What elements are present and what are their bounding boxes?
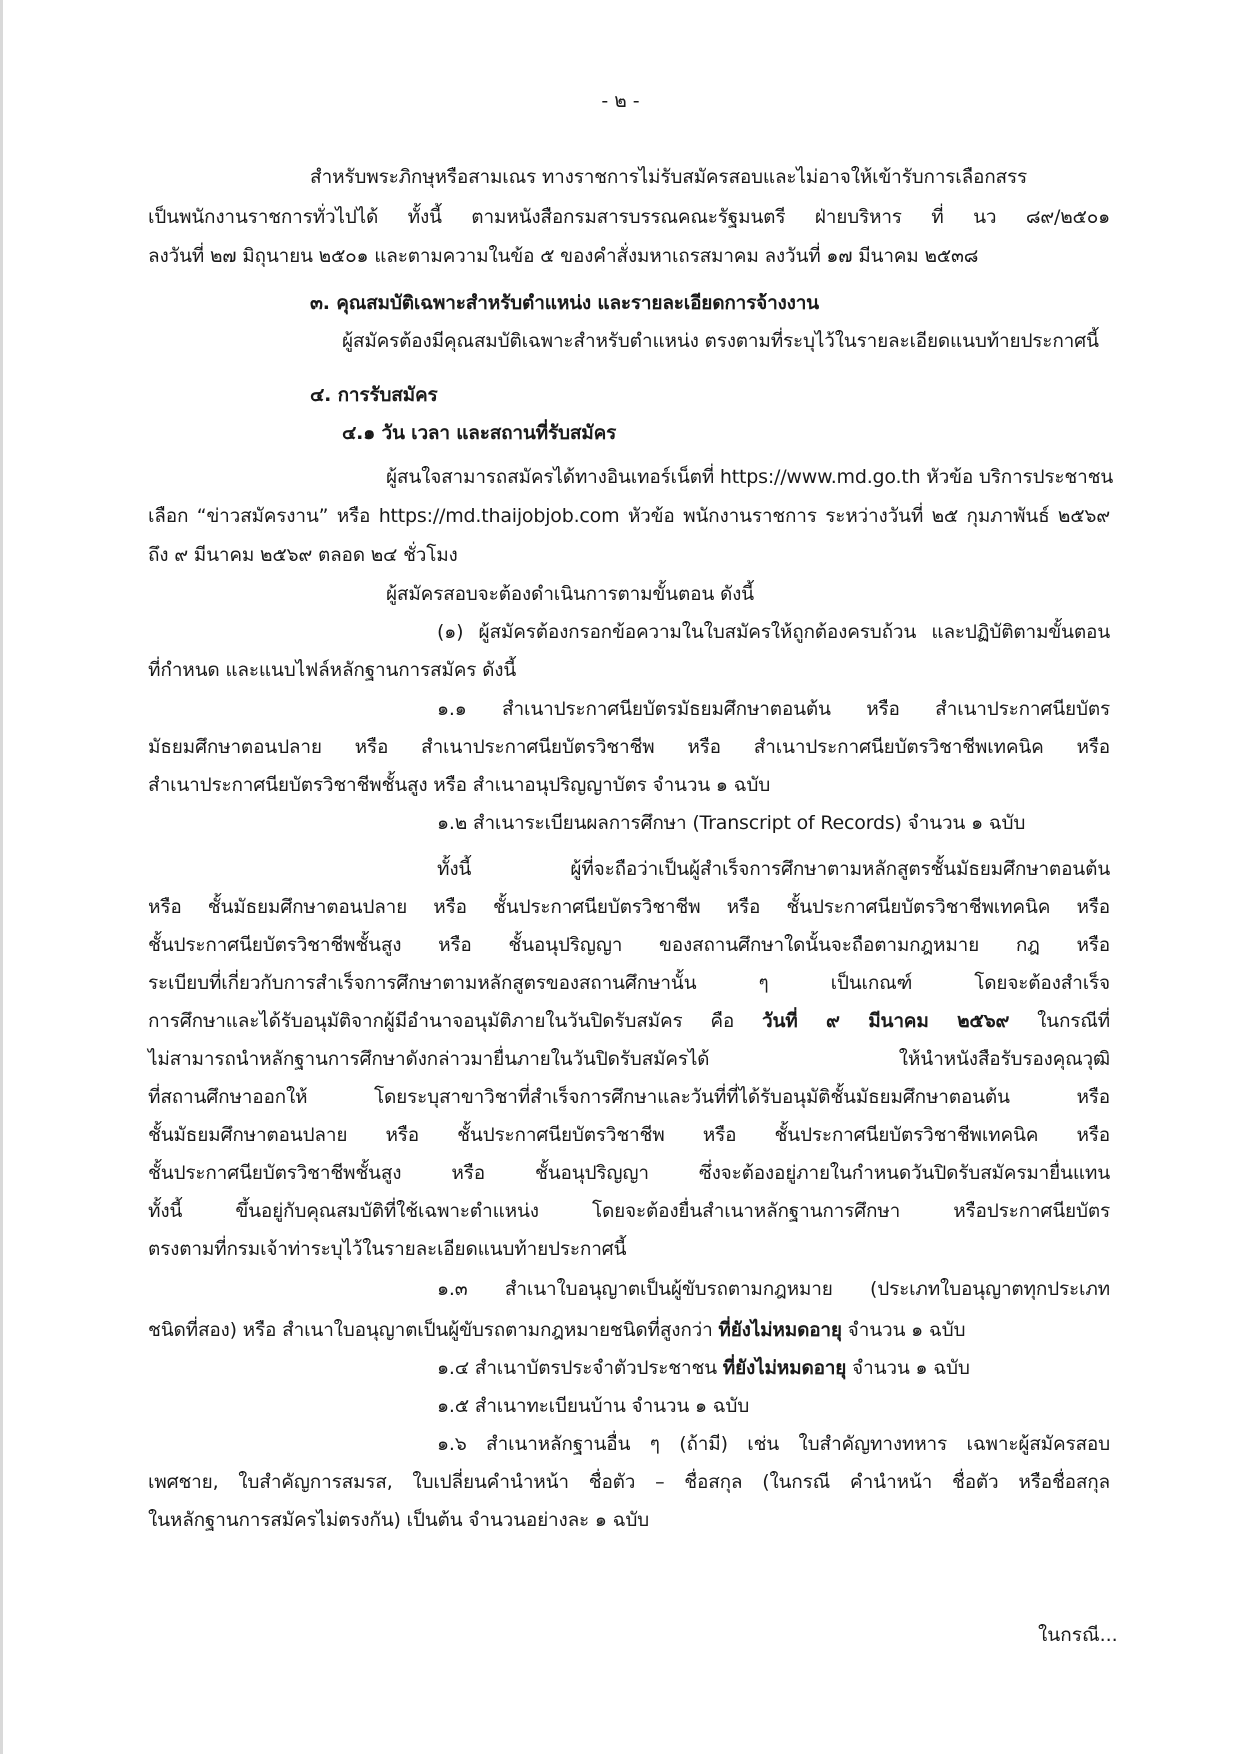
section-4-heading: ๔. การรับสมัคร (310, 384, 438, 406)
apply-line-2: เลือก “ข่าวสมัครงาน” หรือ https://md.thaijobjob.com หัวข้อ พนักงานราชการ ระหว่างวันที่ ๒๕ กุมภาพันธ์ ๒๕๖๙ (148, 505, 1110, 527)
note-line-10: ทั้งนี้ ขึ้นอยู่กับคุณสมบัติที่ใช้เฉพาะตำแหน่ง โดยจะต้องยื่นสำเนาหลักฐานการศึกษา หรือประกาศนียบัตร (148, 1200, 1110, 1222)
apply-line-3: ถึง ๙ มีนาคม ๒๕๖๙ ตลอด ๒๔ ชั่วโมง (148, 544, 458, 566)
step-1-line-1: (๑) ผู้สมัครต้องกรอกข้อความในใบสมัครให้ถูกต้องครบถ้วน และปฏิบัติตามขั้นตอน (437, 621, 1110, 643)
section-3-heading: ๓. คุณสมบัติเฉพาะสำหรับตำแหน่ง และรายละเอียดการจ้างงาน (310, 292, 819, 314)
item-1-4-text: ๑.๔ สำเนาบัตรประจำตัวประชาชน (437, 1357, 723, 1379)
item-1-1-line-1: ๑.๑ สำเนาประกาศนียบัตรมัธยมศึกษาตอนต้น หรือ สำเนาประกาศนียบัตร (437, 698, 1110, 720)
note-line-7: ที่สถานศึกษาออกให้ โดยระบุสาขาวิชาที่สำเร็จการศึกษาและวันที่ที่ได้รับอนุมัติชั้นมัธยมศึกษาตอนต้น หรือ (148, 1086, 1110, 1108)
item-1-1-line-2: มัธยมศึกษาตอนปลาย หรือ สำเนาประกาศนียบัตรวิชาชีพ หรือ สำเนาประกาศนียบัตรวิชาชีพเทคนิค หรือ (148, 736, 1110, 758)
item-1-3-line-1: ๑.๓ สำเนาใบอนุญาตเป็นผู้ขับรถตามกฎหมาย (ประเภทใบอนุญาตทุกประเภท (437, 1278, 1110, 1300)
item-1-4-tail: จำนวน ๑ ฉบับ (846, 1357, 970, 1379)
note-line-4: ระเบียบที่เกี่ยวกับการสำเร็จการศึกษาตามหลักสูตรของสถานศึกษานั้น ๆ เป็นเกณฑ์ โดยจะต้องสำเร็จ (148, 972, 1110, 994)
section-3-text: ผู้สมัครต้องมีคุณสมบัติเฉพาะสำหรับตำแหน่ง ตรงตามที่ระบุไว้ในรายละเอียดแนบท้ายประกาศนี้ (342, 330, 1099, 352)
item-1-5: ๑.๕ สำเนาทะเบียนบ้าน จำนวน ๑ ฉบับ (437, 1395, 750, 1417)
note-line-5-tail: ในกรณีที่ (1009, 1010, 1110, 1032)
intro-line-2: เป็นพนักงานราชการทั่วไปได้ ทั้งนี้ ตามหนังสือกรมสารบรรณคณะรัฐมนตรี ฝ่ายบริหาร ที่ นว ๘๙/๒๕๐๑ (148, 206, 1110, 228)
steps-intro: ผู้สมัครสอบจะต้องดำเนินการตามขั้นตอน ดังนี้ (386, 583, 754, 605)
note-line-6: ไม่สามารถนำหลักฐานการศึกษาดังกล่าวมายื่นภายในวันปิดรับสมัครได้ ให้นำหนังสือรับรองคุณวุฒิ (148, 1048, 1110, 1070)
note-line-11: ตรงตามที่กรมเจ้าท่าระบุไว้ในรายละเอียดแนบท้ายประกาศนี้ (148, 1238, 627, 1260)
intro-line-1: สำหรับพระภิกษุหรือสามเณร ทางราชการไม่รับสมัครสอบและไม่อาจให้เข้ารับการเลือกสรร (310, 166, 1027, 188)
item-1-4 (437, 1355, 970, 1381)
item-1-3-tail: จำนวน ๑ ฉบับ (841, 1319, 966, 1341)
continuation-note: ในกรณี... (1038, 1624, 1118, 1646)
step-1-line-2: ที่กำหนด และแนบไฟล์หลักฐานการสมัคร ดังนี้ (148, 659, 517, 681)
item-1-2: ๑.๒ สำเนาระเบียนผลการศึกษา (Transcript of Records) จำนวน ๑ ฉบับ (437, 812, 1026, 834)
apply-line-1: ผู้สนใจสามารถสมัครได้ทางอินเทอร์เน็ตที่ https://www.md.go.th หัวข้อ บริการประชาชน (386, 466, 1114, 488)
page-number: - ๒ - (601, 90, 640, 112)
item-1-4-emphasis: ที่ยังไม่หมดอายุ (722, 1357, 847, 1379)
item-1-6-line-1: ๑.๖ สำเนาหลักฐานอื่น ๆ (ถ้ามี) เช่น ใบสำคัญทางทหาร เฉพาะผู้สมัครสอบ (437, 1433, 1110, 1455)
note-line-5 (148, 1008, 1110, 1034)
item-1-6-line-2: เพศชาย, ใบสำคัญการสมรส, ใบเปลี่ยนคำนำหน้า ชื่อตัว – ชื่อสกุล (ในกรณี คำนำหน้า ชื่อตัว หรือชื่อสกุล (148, 1471, 1110, 1493)
note-line-5-text: การศึกษาและได้รับอนุมัติจากผู้มีอำนาจอนุมัติภายในวันปิดรับสมัคร คือ (148, 1010, 762, 1032)
note-line-3: ชั้นประกาศนียบัตรวิชาชีพชั้นสูง หรือ ชั้นอนุปริญญา ของสถานศึกษาใดนั้นจะถือตามกฎหมาย กฎ หรือ (148, 934, 1110, 956)
item-1-6-line-3: ในหลักฐานการสมัครไม่ตรงกัน) เป็นต้น จำนวนอย่างละ ๑ ฉบับ (148, 1509, 650, 1531)
note-line-9: ชั้นประกาศนียบัตรวิชาชีพชั้นสูง หรือ ชั้นอนุปริญญา ซึ่งจะต้องอยู่ภายในกำหนดวันปิดรับสมัครมายื่นแทน (148, 1162, 1110, 1184)
section-4-1-heading: ๔.๑ วัน เวลา และสถานที่รับสมัคร (342, 422, 617, 444)
item-1-3-text: ชนิดที่สอง) หรือ สำเนาใบอนุญาตเป็นผู้ขับรถตามกฎหมายชนิดที่สูงกว่า (148, 1319, 719, 1341)
note-line-1: ทั้งนี้ ผู้ที่จะถือว่าเป็นผู้สำเร็จการศึกษาตามหลักสูตรชั้นมัธยมศึกษาตอนต้น (437, 858, 1110, 880)
item-1-3-emphasis: ที่ยังไม่หมดอายุ (718, 1319, 842, 1341)
note-line-8: ชั้นมัธยมศึกษาตอนปลาย หรือ ชั้นประกาศนียบัตรวิชาชีพ หรือ ชั้นประกาศนียบัตรวิชาชีพเทคนิค หรือ (148, 1124, 1110, 1146)
item-1-3-line-2 (148, 1317, 965, 1343)
closing-date: วันที่ ๙ มีนาคม ๒๕๖๙ (762, 1010, 1010, 1032)
note-line-2: หรือ ชั้นมัธยมศึกษาตอนปลาย หรือ ชั้นประกาศนียบัตรวิชาชีพ หรือ ชั้นประกาศนียบัตรวิชาชีพเทคนิค หรือ (148, 896, 1110, 918)
intro-line-3: ลงวันที่ ๒๗ มิถุนายน ๒๕๐๑ และตามความในข้อ ๕ ของคำสั่งมหาเถรสมาคม ลงวันที่ ๑๗ มีนาคม ๒๕๓๘ (148, 245, 979, 267)
item-1-1-line-3: สำเนาประกาศนียบัตรวิชาชีพชั้นสูง หรือ สำเนาอนุปริญญาบัตร จำนวน ๑ ฉบับ (148, 774, 771, 796)
